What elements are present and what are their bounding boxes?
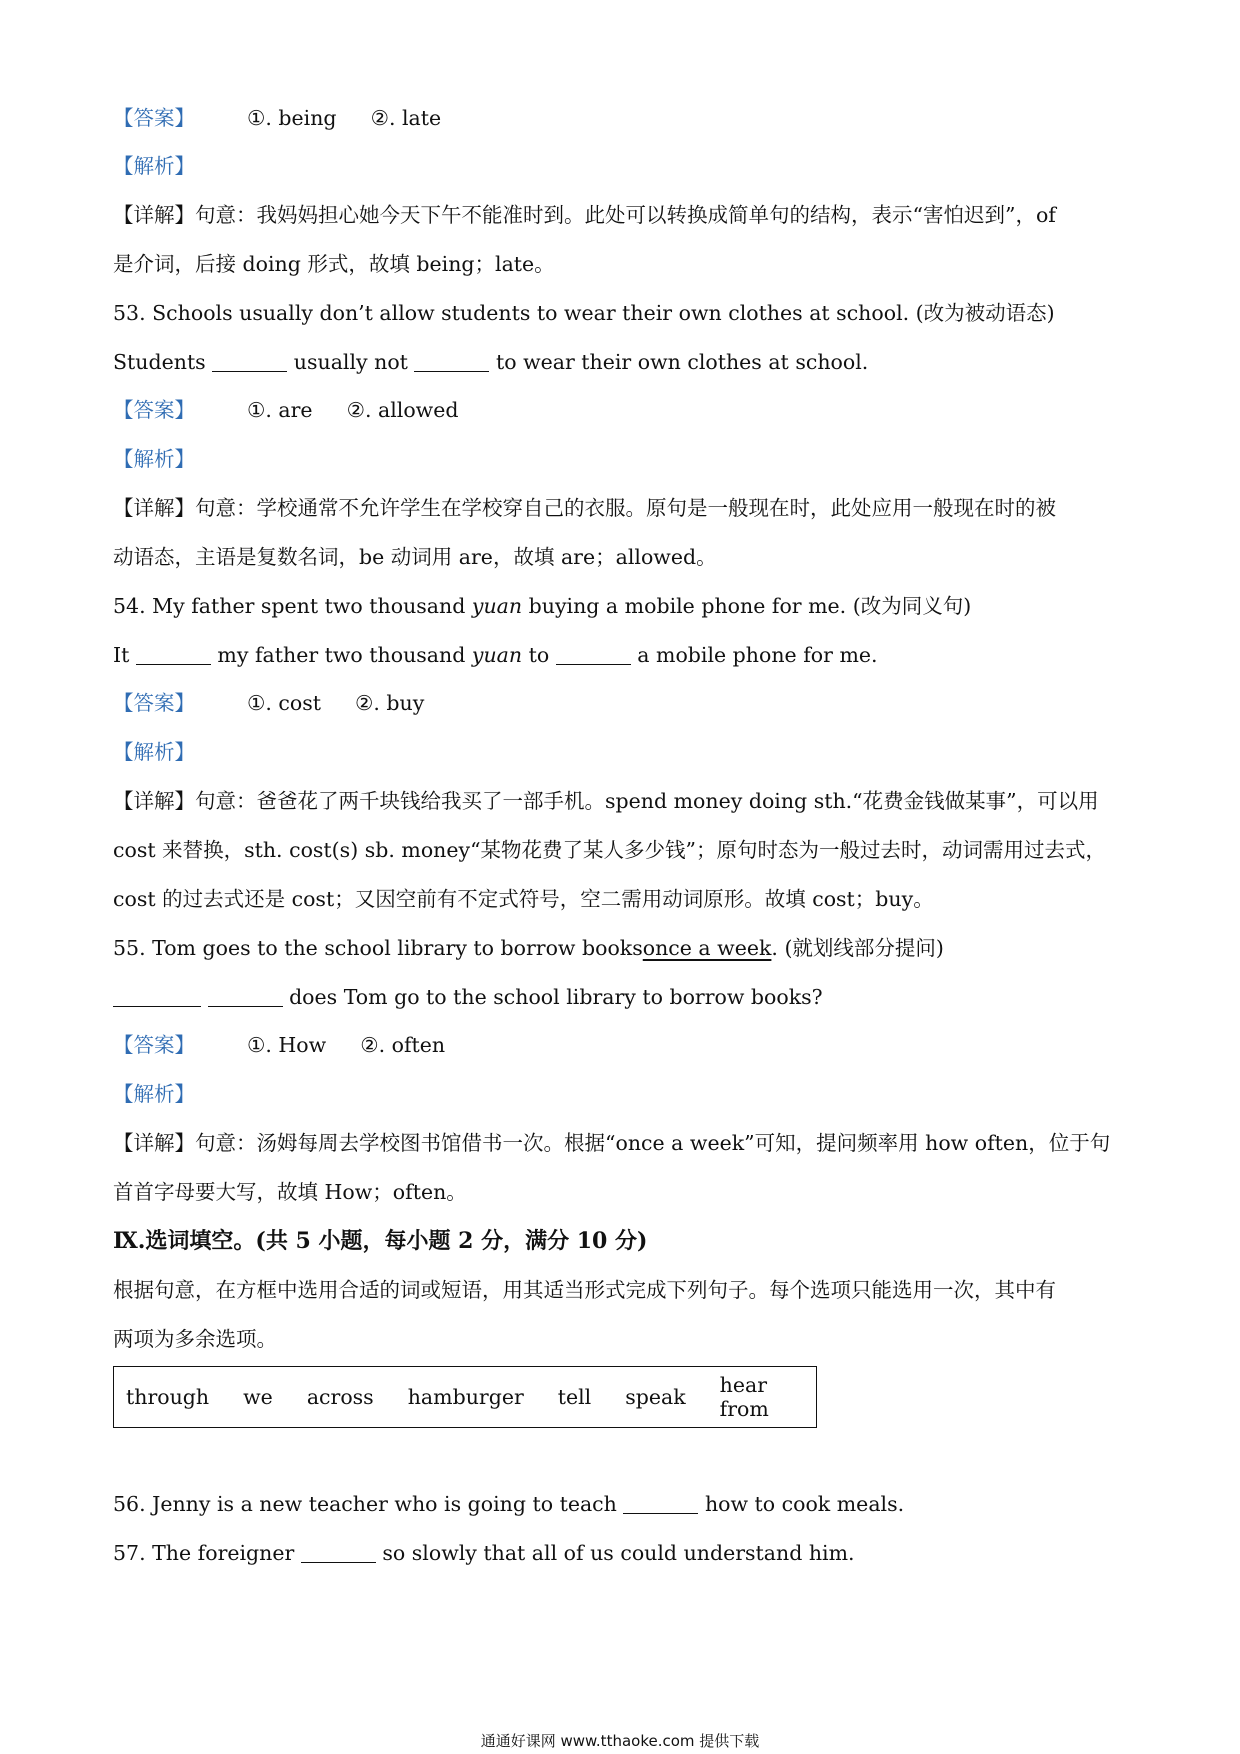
underlined-phrase: once a week [642,936,772,960]
detail-53-line-1: 【详解】句意：学校通常不允许学生在学校穿自己的衣服。原句是一般现在时，此处应用一般现在时的被 [113,496,1056,520]
prompt-part: buying a mobile phone for me. (改为同义句) [528,594,972,618]
sentence-italic: yuan [471,643,523,667]
word-option: hamburger [407,1385,524,1409]
blank [212,349,287,372]
page-footer: 通通好课网 www.tthaoke.com 提供下载 [480,1732,760,1750]
blank [136,642,211,665]
answer-line-52 [113,103,441,133]
blank [556,642,631,665]
sentence-part: how to cook meals. [704,1492,905,1516]
word-box [113,1366,817,1428]
blank [113,984,201,1007]
prompt-part: 55. Tom goes to the school library to borrow books [113,936,643,960]
detail-54-line-3: cost 的过去式还是 cost；又因空前有不定式符号，空二需用动词原形。故填 cost；buy。 [113,887,934,911]
sentence-part: to [528,643,550,667]
analysis-tag: 【解析】 [113,740,195,764]
sentence-part: usually not [293,350,408,374]
answer-1: ①. cost [247,691,321,715]
blank [301,1540,376,1563]
sentence-part: my father two thousand [217,643,466,667]
prompt-italic: yuan [471,594,523,618]
word-option: through [126,1385,210,1409]
word-option: across [306,1385,374,1409]
answer-1: ①. being [247,106,337,130]
sentence-part: 56. Jenny is a new teacher who is going to teach [113,1492,617,1516]
question-53-prompt: 53. Schools usually don’t allow students to wear their own clothes at school. (改为被动语态) [113,301,1055,325]
prompt-part: . (就划线部分提问) [771,936,944,960]
blank [414,349,489,372]
word-option: hear from [719,1373,769,1421]
section-instruction-1: 根据句意，在方框中选用合适的词或短语，用其适当形式完成下列句子。每个选项只能选用一次，其中有 [113,1278,1056,1302]
word-option: tell [557,1385,592,1409]
question-56 [113,1489,904,1519]
analysis-tag: 【解析】 [113,447,195,471]
detail-54-line-1: 【详解】句意：爸爸花了两千块钱给我买了一部手机。spend money doing sth.“花费金钱做某事”，可以用 [113,789,1099,813]
blank [623,1491,698,1514]
question-53-sentence [113,347,868,377]
section-title: Ⅸ.选词填空。(共 5 小题，每小题 2 分，满分 10 分) [113,1228,648,1254]
sentence-part: does Tom go to the school library to borrow books? [289,985,823,1009]
answer-2: ②. often [360,1033,446,1057]
answer-tag: 【答案】 [113,691,195,715]
question-57 [113,1538,855,1568]
sentence-part: a mobile phone for me. [637,643,878,667]
detail-52-line-1: 【详解】句意：我妈妈担心她今天下午不能准时到。此处可以转换成简单句的结构，表示“害怕迟到”，of [113,203,1056,227]
answer-1: ①. are [247,398,313,422]
answer-2: ②. buy [355,691,425,715]
detail-53-line-2: 动语态，主语是复数名词，be 动词用 are，故填 are；allowed。 [113,545,717,569]
word-option: speak [625,1385,686,1409]
word-option: we [243,1385,273,1409]
answer-1: ①. How [247,1033,327,1057]
question-54-prompt [113,591,971,621]
question-54-sentence [113,640,878,670]
answer-line-53 [113,395,458,425]
question-55-sentence [113,982,823,1012]
answer-2: ②. allowed [346,398,459,422]
detail-55-line-1: 【详解】句意：汤姆每周去学校图书馆借书一次。根据“once a week”可知，提问频率用 how often，位于句 [113,1131,1111,1155]
analysis-tag: 【解析】 [113,154,195,178]
blank [208,984,283,1007]
detail-55-line-2: 首首字母要大写，故填 How；often。 [113,1180,467,1204]
answer-tag: 【答案】 [113,398,195,422]
question-55-prompt [113,933,944,963]
answer-tag: 【答案】 [113,106,195,130]
detail-52-line-2: 是介词，后接 doing 形式，故填 being；late。 [113,252,555,276]
answer-2: ②. late [370,106,442,130]
detail-54-line-2: cost 来替换，sth. cost(s) sb. money“某物花费了某人多少钱”；原句时态为一般过去时，动词需用过去式， [113,838,1107,862]
answer-tag: 【答案】 [113,1033,195,1057]
prompt-part: 54. My father spent two thousand [113,594,466,618]
sentence-part: to wear their own clothes at school. [495,350,869,374]
sentence-part: It [113,643,130,667]
answer-line-55 [113,1030,445,1060]
sentence-part: Students [113,350,206,374]
answer-line-54 [113,688,424,718]
sentence-part: 57. The foreigner [113,1541,295,1565]
section-instruction-2: 两项为多余选项。 [113,1327,277,1351]
analysis-tag: 【解析】 [113,1082,195,1106]
sentence-part: so slowly that all of us could understand him. [382,1541,855,1565]
